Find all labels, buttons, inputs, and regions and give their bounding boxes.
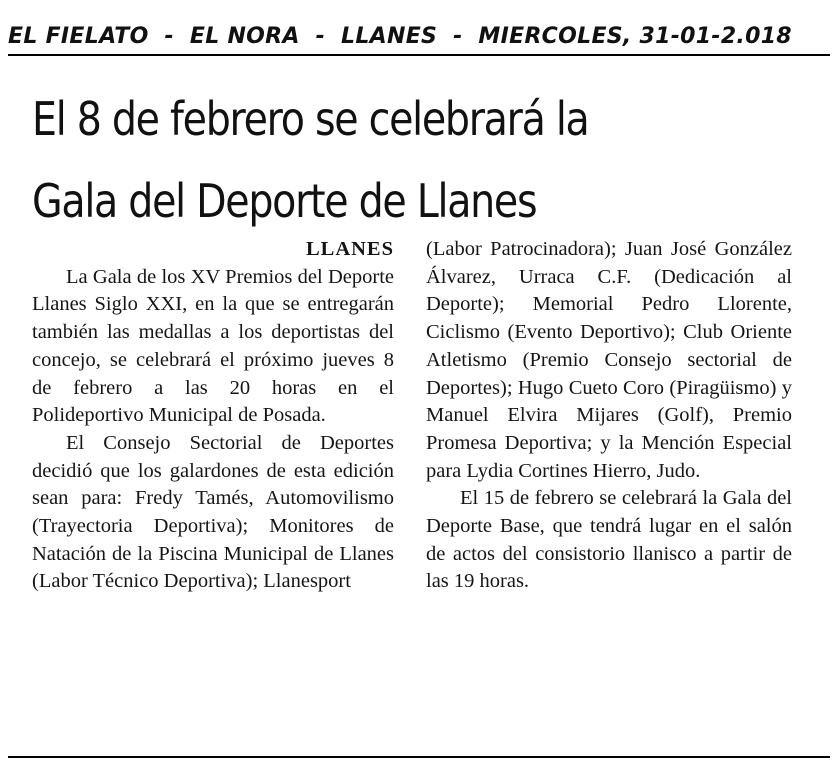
headline-line-1: El 8 de febrero se celebrará la (32, 92, 589, 146)
headline-line-2: Gala del Deporte de Llanes (32, 174, 537, 228)
article-paragraph-2-continued: (Labor Patrocinadora); Juan José González Álvarez, Urraca C.F. (Dedicación al Deporte); Memorial Pedro Llorente, Ciclismo (Evento Deportivo); Club Oriente Atletismo (Premio Consejo sectorial de Deportes); Hugo Cueto Coro (Piragüismo) y Manuel Elvira Mijares (Golf), Premio Promesa Deportiva; y la Mención Especial para Lydia Cortines Hierro, Judo. (426, 238, 792, 482)
article-column-left (32, 236, 394, 596)
article-paragraph-2: El Consejo Sectorial de Deportes decidió que los galardones de esta edición sean para: Fredy Tamés, Automovilismo (Trayectoria Deportiva); Monitores de Natación de la Piscina Municipal de Llanes (Labor Técnico Deportiva); Llanesport (32, 431, 394, 593)
article-paragraph-3: El 15 de febrero se celebrará la Gala del Deporte Base, que tendrá lugar en el salón de actos del consistorio llanisco a partir de las 19 horas. (426, 487, 792, 593)
article-dateline: LLANES (305, 238, 394, 260)
article-column-right (426, 236, 792, 596)
bottom-rule (8, 756, 830, 758)
header-rule (8, 54, 830, 56)
publication-header: EL FIELATO - EL NORA - LLANES - MIERCOLES, 31-01-2.018 (8, 24, 792, 49)
article-headline (32, 78, 720, 242)
article-paragraph-1: La Gala de los XV Premios del Deporte Llanes Siglo XXI, en la que se entregarán también las medallas a los deportistas del concejo, se celebrará el próximo jueves 8 de febrero a las 20 horas en el Polideportivo Municipal de Posada. (32, 265, 394, 427)
